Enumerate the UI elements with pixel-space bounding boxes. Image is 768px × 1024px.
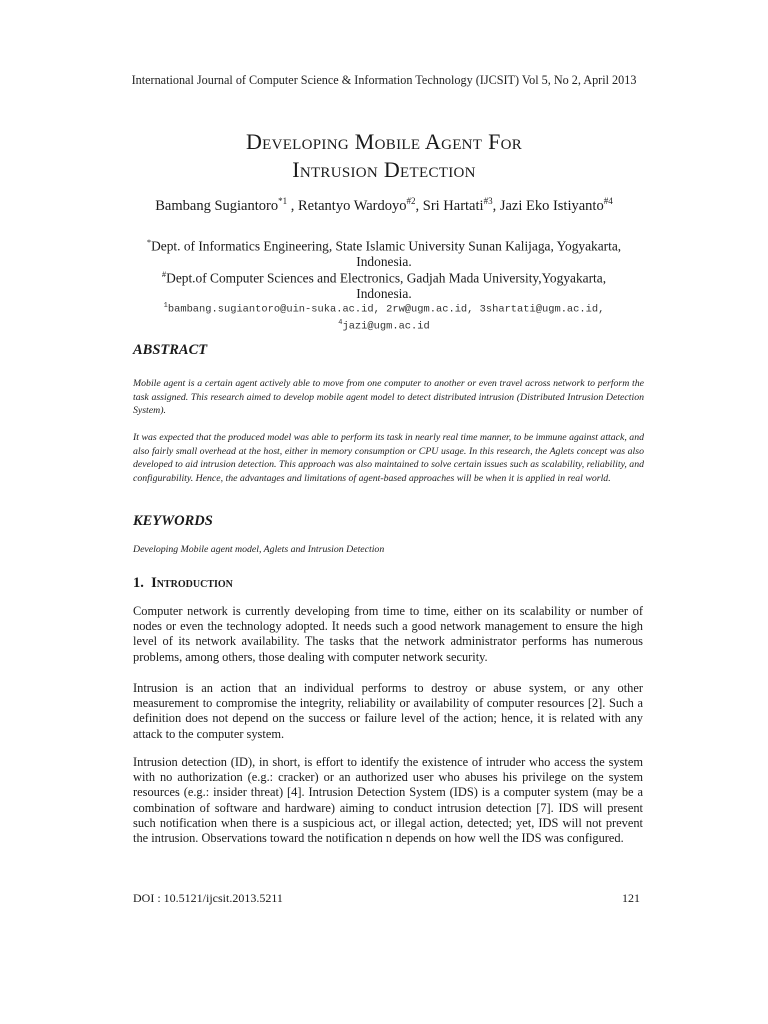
title-line-2: Intrusion Detection bbox=[292, 157, 476, 182]
author-mark: #4 bbox=[603, 196, 613, 206]
keywords-text: Developing Mobile agent model, Aglets and Intrusion Detection bbox=[133, 544, 385, 555]
author-name: Retantyo Wardoyo bbox=[297, 197, 407, 214]
author-name: Sri Hartati bbox=[422, 197, 484, 214]
page-number: 121 bbox=[622, 891, 640, 905]
author-mark: *1 bbox=[278, 196, 288, 206]
paper-title bbox=[0, 128, 768, 184]
author-name: Jazi Eko Istiyanto bbox=[499, 197, 604, 214]
section-title: Introduction bbox=[151, 575, 233, 591]
keywords-heading: KEYWORDS bbox=[133, 513, 213, 529]
email-line-1: bambang.sugiantoro@uin-suka.ac.id, 2rw@ugm.ac.id, 3shartati@ugm.ac.id, bbox=[167, 303, 605, 316]
intro-paragraph-2: Intrusion is an action that an individual performs to destroy or abuse system, or any other measurement to compromise the integrity, reliability or availability of computer resources [2]. Such a definition does not depend on the success or failure level of the action; hence, it is related with any attack to the computer system. bbox=[133, 681, 643, 741]
abstract-paragraph-2: It was expected that the produced model was able to perform its task in nearly real time manner, to be immune against attack, and also fairly small overhead at the host, either in memory consumption or CPU usage. In this research, the Aglets concept was also developed to aid intrusion detection. This approach was also maintained to solve certain issues such as scalability, reliability, and configurability. Hence, the advantages and limitations of agent-based approaches will be when it is applied in real world. bbox=[133, 432, 644, 484]
journal-header: International Journal of Computer Science & Information Technology (IJCSIT) Vol 5, No 2, April 2013 bbox=[131, 73, 637, 87]
author-mark: #2 bbox=[406, 196, 416, 206]
affiliation-mark: # bbox=[161, 269, 167, 279]
abstract-paragraph-1: Mobile agent is a certain agent actively able to move from one computer to another or even travel across network to perform the task assigned. This research aimed to develop mobile agent model to detect distributed intrusion (Distributed Intrusion Detection System). bbox=[133, 378, 644, 416]
author-emails: $^1$bambang.sugiantoro@uin-suka.ac.id, 2rw@ugm.ac.id, 3shartati@ugm.ac.id, $^4$jazi@ugm.ac.id bbox=[163, 302, 605, 333]
author-name: Bambang Sugiantoro bbox=[155, 197, 279, 214]
section-number: 1. bbox=[133, 575, 144, 591]
affiliation-2: #Dept.of Computer Sciences and Electronics, Gadjah Mada University,Yogyakarta, Indonesia. bbox=[161, 269, 607, 302]
email-line-2: jazi@ugm.ac.id bbox=[342, 320, 430, 333]
section-heading-introduction bbox=[133, 575, 233, 592]
author-mark: #3 bbox=[483, 196, 493, 206]
doi-footer: DOI : 10.5121/ijcsit.2013.5211 bbox=[133, 891, 283, 905]
author-list: Bambang Sugiantoro$^{*1}$ , Retantyo Wardoyo$^{\#2}$, Sri Hartati$^{\#3}$, Jazi Eko Istiyanto$^{\#4}$ bbox=[155, 196, 613, 214]
affiliation-1: *Dept. of Informatics Engineering, State Islamic University Sunan Kalijaga, Yogyakarta, Indonesia. bbox=[146, 237, 622, 270]
title-line-1: Developing Mobile Agent For bbox=[245, 129, 523, 154]
intro-paragraph-1: Computer network is currently developing from time to time, either on its scalability or number of nodes or even the technology adopted. It needs such a good network management to ensure the high level of its network availability. The tasks that the network administrator performs has numerous problems, among others, those dealing with computer network security. bbox=[133, 604, 643, 664]
intro-paragraph-3: Intrusion detection (ID), in short, is effort to identify the existence of intruder who access the system with no authorization (e.g.: cracker) or an authorized user who abuses his privilege on the system resources (e.g.: insider threat) [4]. Intrusion Detection System (IDS) is a computer system (may be a combination of software and hardware) aiming to conduct intrusion detection [7]. IDS will present such notification when there is a suspicious act, or illegal action, detected; yet, IDS will not prevent the intrusion. Observations toward the notification n depends on how well the IDS was configured. bbox=[133, 755, 643, 846]
abstract-heading: ABSTRACT bbox=[133, 342, 208, 358]
affiliation-mark: * bbox=[146, 237, 152, 247]
